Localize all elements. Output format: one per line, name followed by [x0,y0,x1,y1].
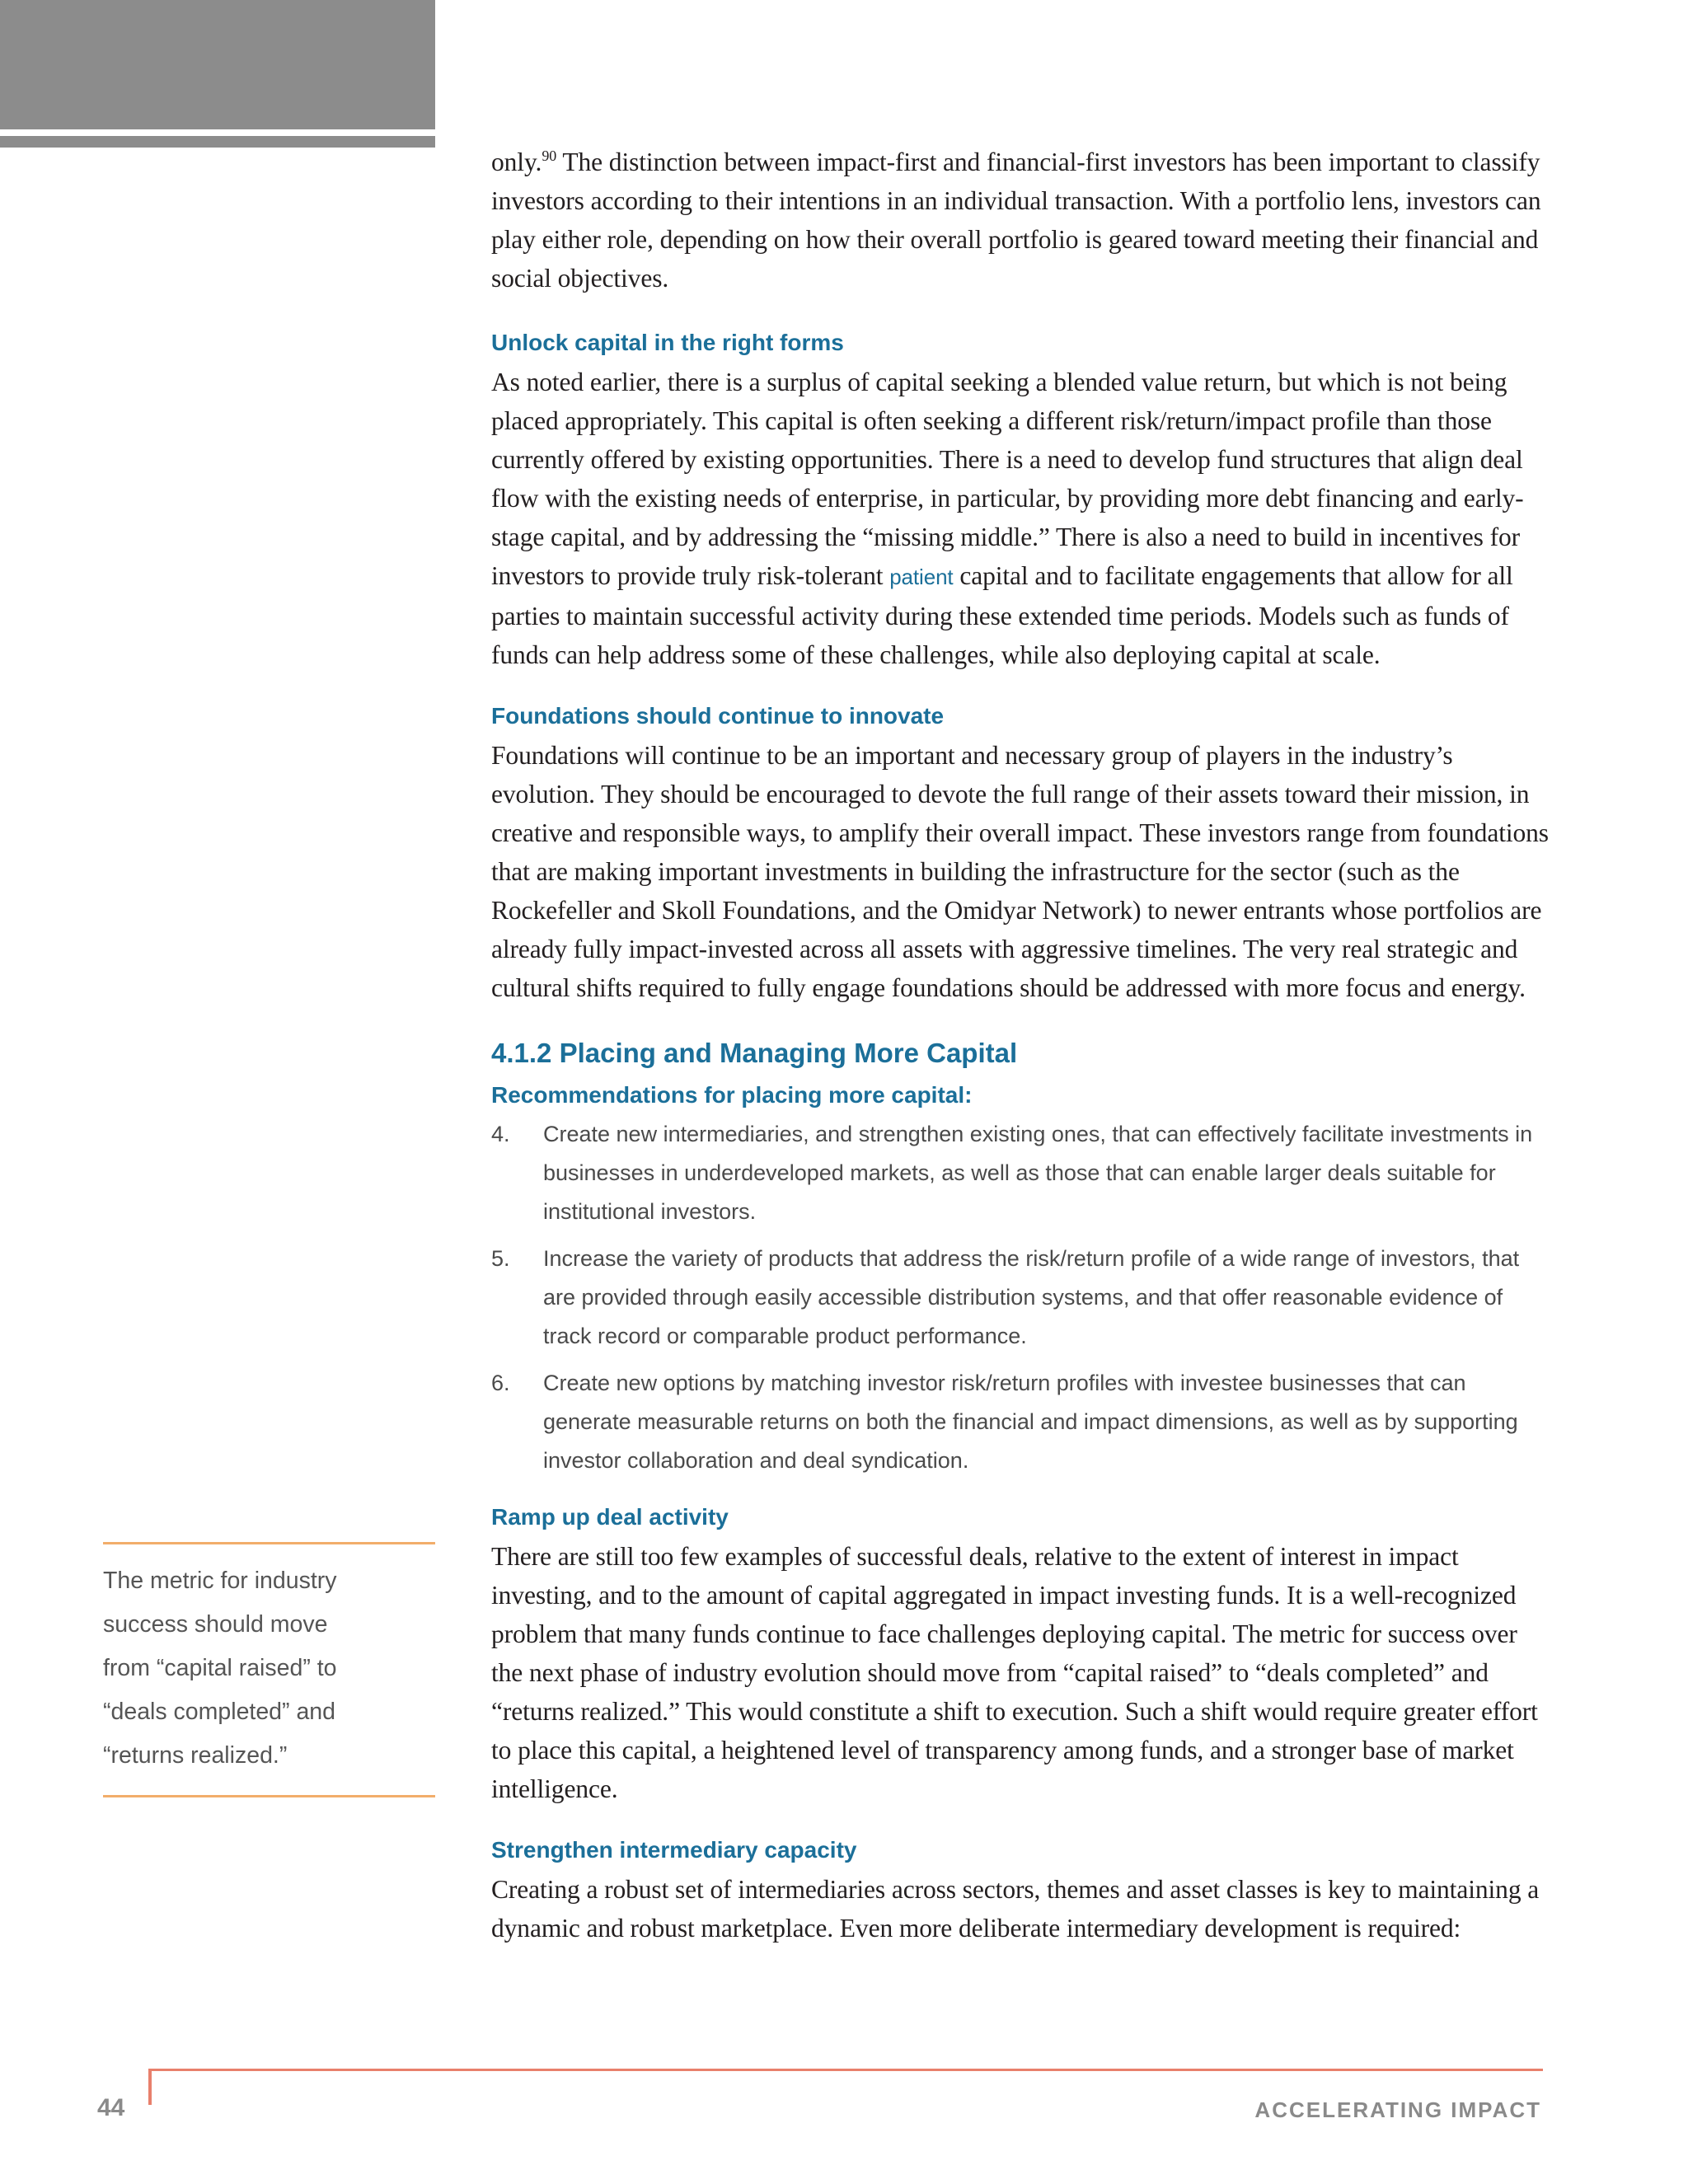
paragraph-foundations: Foundations will continue to be an important and necessary group of players in the industry’s evolution. They should be encouraged to devote the full range of their assets toward their mission, in creative and responsible ways, to amplify their overall impact. These investors range from foundations that are making important investments in building the infrastructure for the sector (such as the Rockefeller and Skoll Foundations, and the Omidyar Network) to newer entrants whose portfolios are already fully impact-invested across all assets with aggressive timelines. The very real strategic and cultural shifts required to fully engage foundations should be addressed with more focus and energy. [491,741,1549,1002]
intro-lead-text: only. [491,148,542,176]
pull-quote-text: The metric for industry success should move from “capital raised” to “deals completed” and “returns realized.” [103,1568,337,1769]
pull-quote [103,1542,435,1797]
header-gray-block [0,0,435,129]
recommendation-number: 6. [491,1371,510,1395]
paragraph-strengthen: Creating a robust set of intermediaries across sectors, themes and asset classes is key to maintaining a dynamic and robust marketplace. Even more deliberate intermediary development is required: [491,1875,1540,1943]
intro-body-text: The distinction between impact-first and financial-first investors has been important to classify investors according to their intentions in an individual transaction. With a portfolio lens, investors can play either role, depending on how their overall portfolio is geared toward meeting their financial and social objectives. [491,148,1541,293]
recommendation-text: Create new intermediaries, and strengthen existing ones, that can effectively facilitate investments in businesses in underdeveloped markets, as well as those that can enable larger deals suitable for institutional investors. [543,1122,1533,1224]
paragraph-intro [491,143,1550,298]
main-content [491,143,1550,1947]
heading-ramp-up-deal-activity: Ramp up deal activity [491,1504,729,1530]
heading-strengthen-intermediary: Strengthen intermediary capacity [491,1837,857,1863]
header-gray-rule [0,136,435,148]
footnote-marker[interactable]: 90 [542,148,557,164]
recommendation-item [491,1364,1550,1480]
unlock-text-after: capital and to facilitate engagements that allow for all parties to maintain successful activity during these extended time periods. Models such as funds of funds can help address some of these challenges, while also deploying capital at scale. [491,561,1513,669]
paragraph-unlock-capital [491,363,1550,674]
paragraph-ramp-up: There are still too few examples of successful deals, relative to the extent of interest in impact investing, and to the amount of capital aggregated in impact investing funds. It is a well-recognized problem that many funds continue to face challenges deploying capital. The metric for success over the next phase of industry evolution should move from “capital raised” to “deals completed” and “returns realized.” This would constitute a shift to execution. Such a shift would require greater effort to place this capital, a heightened level of transparency among funds, and a stronger base of market intelligence. [491,1542,1538,1803]
heading-recommendations: Recommendations for placing more capital: [491,1082,973,1108]
page-number: 44 [97,2094,125,2121]
recommendation-item [491,1115,1550,1231]
unlock-text-before: As noted earlier, there is a surplus of capital seeking a blended value return, but which is not being placed appropriately. This capital is often seeking a different risk/return/impact profile than those currently offered by existing opportunities. There is a need to develop fund structures that align deal flow with the existing needs of enterprise, in particular, by providing more debt financing and early-stage capital, and by addressing the “missing middle.” There is also a need to build in incentives for investors to provide truly risk-tolerant [491,368,1524,590]
recommendation-item [491,1240,1550,1356]
heading-foundations: Foundations should continue to innovate [491,703,945,729]
running-title: ACCELERATING IMPACT [1254,2097,1541,2122]
footer-rule-tick [148,2069,152,2105]
glossary-link-patient[interactable]: patient [889,565,954,589]
footer-rule [148,2069,1543,2071]
heading-unlock-capital: Unlock capital in the right forms [491,330,844,355]
recommendations-list [491,1115,1550,1480]
section-title-4-1-2: 4.1.2 Placing and Managing More Capital [491,1038,1018,1068]
recommendation-text: Create new options by matching investor risk/return profiles with investee businesses that can generate measurable returns on both the financial and impact dimensions, as well as by supporting investor collaboration and deal syndication. [543,1371,1518,1473]
recommendation-text: Increase the variety of products that address the risk/return profile of a wide range of investors, that are provided through easily accessible distribution systems, and that offer reasonable evidence of track record or comparable product performance. [543,1246,1520,1348]
recommendation-number: 5. [491,1246,510,1271]
recommendation-number: 4. [491,1122,510,1146]
